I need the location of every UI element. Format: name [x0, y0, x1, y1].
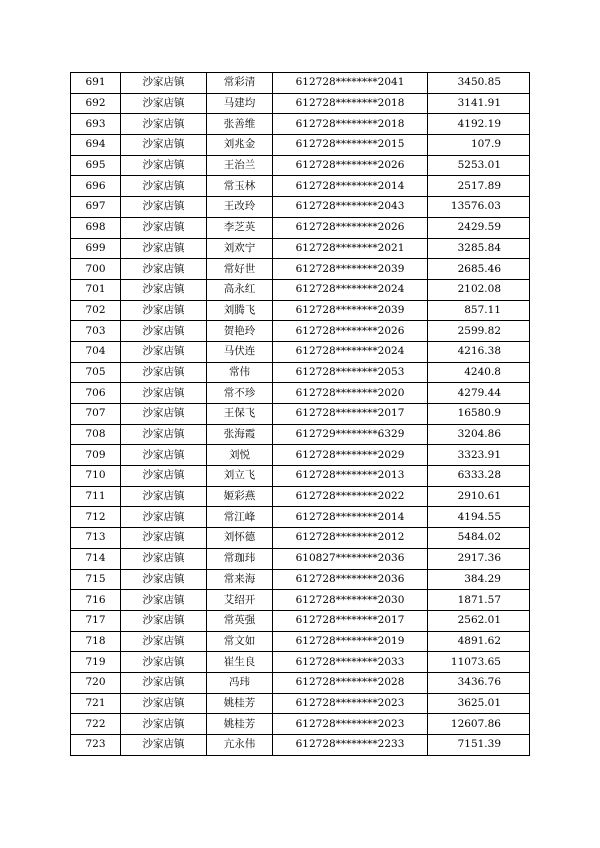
name-cell: 常玉林	[207, 176, 273, 197]
table-row	[71, 383, 530, 404]
name-cell: 刘腾飞	[207, 300, 273, 321]
town-cell: 沙家店镇	[121, 73, 207, 94]
name-cell: 常英强	[207, 610, 273, 631]
town-cell: 沙家店镇	[121, 507, 207, 528]
town-cell: 沙家店镇	[121, 155, 207, 176]
town-cell: 沙家店镇	[121, 528, 207, 549]
name-cell: 王保飞	[207, 404, 273, 425]
id-number-cell: 612728********2053	[273, 362, 428, 383]
name-cell: 高永红	[207, 279, 273, 300]
amount-cell: 2599.82	[428, 321, 530, 342]
table-body	[71, 73, 530, 756]
row-number-cell: 697	[71, 197, 121, 218]
table-row	[71, 238, 530, 259]
town-cell: 沙家店镇	[121, 93, 207, 114]
name-cell: 刘立飞	[207, 466, 273, 487]
table-row	[71, 404, 530, 425]
row-number-cell: 712	[71, 507, 121, 528]
name-cell: 王改玲	[207, 197, 273, 218]
row-number-cell: 698	[71, 217, 121, 238]
town-cell: 沙家店镇	[121, 714, 207, 735]
town-cell: 沙家店镇	[121, 217, 207, 238]
table-row	[71, 93, 530, 114]
name-cell: 刘悦	[207, 445, 273, 466]
id-number-cell: 612728********2024	[273, 341, 428, 362]
town-cell: 沙家店镇	[121, 631, 207, 652]
table-row	[71, 486, 530, 507]
name-cell: 张善维	[207, 114, 273, 135]
id-number-cell: 612728********2018	[273, 93, 428, 114]
name-cell: 张海霞	[207, 424, 273, 445]
row-number-cell: 711	[71, 486, 121, 507]
amount-cell: 3625.01	[428, 693, 530, 714]
amount-cell: 1871.57	[428, 590, 530, 611]
table-row	[71, 735, 530, 756]
id-number-cell: 612728********2017	[273, 404, 428, 425]
table-row	[71, 507, 530, 528]
name-cell: 刘欢宁	[207, 238, 273, 259]
row-number-cell: 705	[71, 362, 121, 383]
name-cell: 姚桂芳	[207, 714, 273, 735]
row-number-cell: 696	[71, 176, 121, 197]
table-row	[71, 279, 530, 300]
name-cell: 崔生良	[207, 652, 273, 673]
id-number-cell: 612728********2039	[273, 259, 428, 280]
table-row	[71, 197, 530, 218]
name-cell: 常文如	[207, 631, 273, 652]
town-cell: 沙家店镇	[121, 300, 207, 321]
amount-cell: 384.29	[428, 569, 530, 590]
name-cell: 姬彩燕	[207, 486, 273, 507]
town-cell: 沙家店镇	[121, 445, 207, 466]
amount-cell: 12607.86	[428, 714, 530, 735]
amount-cell: 3450.85	[428, 73, 530, 94]
amount-cell: 11073.65	[428, 652, 530, 673]
id-number-cell: 612728********2013	[273, 466, 428, 487]
table-row	[71, 155, 530, 176]
name-cell: 冯玮	[207, 672, 273, 693]
town-cell: 沙家店镇	[121, 341, 207, 362]
id-number-cell: 612728********2014	[273, 507, 428, 528]
town-cell: 沙家店镇	[121, 259, 207, 280]
row-number-cell: 717	[71, 610, 121, 631]
row-number-cell: 703	[71, 321, 121, 342]
id-number-cell: 612728********2021	[273, 238, 428, 259]
table-row	[71, 114, 530, 135]
table-row	[71, 631, 530, 652]
table-row	[71, 672, 530, 693]
data-table	[70, 72, 530, 756]
row-number-cell: 713	[71, 528, 121, 549]
table-row	[71, 610, 530, 631]
row-number-cell: 718	[71, 631, 121, 652]
table-row	[71, 73, 530, 94]
id-number-cell: 612728********2018	[273, 114, 428, 135]
id-number-cell: 612728********2043	[273, 197, 428, 218]
name-cell: 李芝英	[207, 217, 273, 238]
amount-cell: 2562.01	[428, 610, 530, 631]
name-cell: 马伏连	[207, 341, 273, 362]
row-number-cell: 694	[71, 135, 121, 156]
id-number-cell: 612728********2023	[273, 693, 428, 714]
town-cell: 沙家店镇	[121, 735, 207, 756]
row-number-cell: 691	[71, 73, 121, 94]
row-number-cell: 719	[71, 652, 121, 673]
amount-cell: 3285.84	[428, 238, 530, 259]
name-cell: 常伟	[207, 362, 273, 383]
id-number-cell: 610827********2036	[273, 548, 428, 569]
amount-cell: 4192.19	[428, 114, 530, 135]
table-row	[71, 590, 530, 611]
row-number-cell: 714	[71, 548, 121, 569]
amount-cell: 857.11	[428, 300, 530, 321]
amount-cell: 6333.28	[428, 466, 530, 487]
id-number-cell: 612728********2022	[273, 486, 428, 507]
id-number-cell: 612728********2024	[273, 279, 428, 300]
id-number-cell: 612728********2026	[273, 217, 428, 238]
town-cell: 沙家店镇	[121, 590, 207, 611]
town-cell: 沙家店镇	[121, 466, 207, 487]
amount-cell: 2910.61	[428, 486, 530, 507]
name-cell: 贺艳玲	[207, 321, 273, 342]
amount-cell: 13576.03	[428, 197, 530, 218]
table-row	[71, 341, 530, 362]
name-cell: 亢永伟	[207, 735, 273, 756]
row-number-cell: 710	[71, 466, 121, 487]
amount-cell: 5253.01	[428, 155, 530, 176]
table-row	[71, 548, 530, 569]
name-cell: 王治兰	[207, 155, 273, 176]
table-row	[71, 300, 530, 321]
row-number-cell: 722	[71, 714, 121, 735]
name-cell: 常不珍	[207, 383, 273, 404]
row-number-cell: 709	[71, 445, 121, 466]
amount-cell: 4216.38	[428, 341, 530, 362]
row-number-cell: 720	[71, 672, 121, 693]
id-number-cell: 612728********2017	[273, 610, 428, 631]
amount-cell: 2917.36	[428, 548, 530, 569]
town-cell: 沙家店镇	[121, 652, 207, 673]
row-number-cell: 695	[71, 155, 121, 176]
table-row	[71, 693, 530, 714]
table-row	[71, 259, 530, 280]
town-cell: 沙家店镇	[121, 238, 207, 259]
amount-cell: 4194.55	[428, 507, 530, 528]
id-number-cell: 612728********2020	[273, 383, 428, 404]
id-number-cell: 612728********2029	[273, 445, 428, 466]
table-row	[71, 424, 530, 445]
row-number-cell: 692	[71, 93, 121, 114]
town-cell: 沙家店镇	[121, 672, 207, 693]
table-row	[71, 135, 530, 156]
town-cell: 沙家店镇	[121, 279, 207, 300]
town-cell: 沙家店镇	[121, 486, 207, 507]
table-row	[71, 176, 530, 197]
town-cell: 沙家店镇	[121, 404, 207, 425]
row-number-cell: 693	[71, 114, 121, 135]
town-cell: 沙家店镇	[121, 114, 207, 135]
row-number-cell: 708	[71, 424, 121, 445]
town-cell: 沙家店镇	[121, 548, 207, 569]
id-number-cell: 612728********2039	[273, 300, 428, 321]
amount-cell: 107.9	[428, 135, 530, 156]
amount-cell: 2517.89	[428, 176, 530, 197]
id-number-cell: 612728********2033	[273, 652, 428, 673]
town-cell: 沙家店镇	[121, 424, 207, 445]
name-cell: 马建均	[207, 93, 273, 114]
row-number-cell: 704	[71, 341, 121, 362]
row-number-cell: 716	[71, 590, 121, 611]
name-cell: 常江峰	[207, 507, 273, 528]
name-cell: 姚桂芳	[207, 693, 273, 714]
table-row	[71, 714, 530, 735]
name-cell: 常彩清	[207, 73, 273, 94]
amount-cell: 7151.39	[428, 735, 530, 756]
id-number-cell: 612728********2030	[273, 590, 428, 611]
town-cell: 沙家店镇	[121, 362, 207, 383]
amount-cell: 2429.59	[428, 217, 530, 238]
id-number-cell: 612728********2014	[273, 176, 428, 197]
table-row	[71, 528, 530, 549]
amount-cell: 4891.62	[428, 631, 530, 652]
table-row	[71, 652, 530, 673]
amount-cell: 3323.91	[428, 445, 530, 466]
town-cell: 沙家店镇	[121, 383, 207, 404]
amount-cell: 16580.9	[428, 404, 530, 425]
id-number-cell: 612728********2026	[273, 155, 428, 176]
id-number-cell: 612728********2012	[273, 528, 428, 549]
amount-cell: 5484.02	[428, 528, 530, 549]
town-cell: 沙家店镇	[121, 321, 207, 342]
row-number-cell: 706	[71, 383, 121, 404]
id-number-cell: 612728********2023	[273, 714, 428, 735]
id-number-cell: 612728********2233	[273, 735, 428, 756]
table-row	[71, 569, 530, 590]
name-cell: 常来海	[207, 569, 273, 590]
town-cell: 沙家店镇	[121, 693, 207, 714]
name-cell: 刘怀德	[207, 528, 273, 549]
row-number-cell: 715	[71, 569, 121, 590]
row-number-cell: 699	[71, 238, 121, 259]
id-number-cell: 612729********6329	[273, 424, 428, 445]
town-cell: 沙家店镇	[121, 176, 207, 197]
id-number-cell: 612728********2026	[273, 321, 428, 342]
table-row	[71, 321, 530, 342]
name-cell: 常珈玮	[207, 548, 273, 569]
row-number-cell: 707	[71, 404, 121, 425]
id-number-cell: 612728********2041	[273, 73, 428, 94]
row-number-cell: 701	[71, 279, 121, 300]
name-cell: 刘兆金	[207, 135, 273, 156]
town-cell: 沙家店镇	[121, 610, 207, 631]
town-cell: 沙家店镇	[121, 197, 207, 218]
amount-cell: 2102.08	[428, 279, 530, 300]
row-number-cell: 700	[71, 259, 121, 280]
table-row	[71, 362, 530, 383]
id-number-cell: 612728********2019	[273, 631, 428, 652]
amount-cell: 3141.91	[428, 93, 530, 114]
row-number-cell: 723	[71, 735, 121, 756]
id-number-cell: 612728********2015	[273, 135, 428, 156]
amount-cell: 4240.8	[428, 362, 530, 383]
town-cell: 沙家店镇	[121, 135, 207, 156]
amount-cell: 4279.44	[428, 383, 530, 404]
table-row	[71, 217, 530, 238]
amount-cell: 3436.76	[428, 672, 530, 693]
amount-cell: 3204.86	[428, 424, 530, 445]
row-number-cell: 702	[71, 300, 121, 321]
table-row	[71, 445, 530, 466]
town-cell: 沙家店镇	[121, 569, 207, 590]
id-number-cell: 612728********2036	[273, 569, 428, 590]
name-cell: 艾绍开	[207, 590, 273, 611]
id-number-cell: 612728********2028	[273, 672, 428, 693]
amount-cell: 2685.46	[428, 259, 530, 280]
table-row	[71, 466, 530, 487]
name-cell: 常好世	[207, 259, 273, 280]
row-number-cell: 721	[71, 693, 121, 714]
